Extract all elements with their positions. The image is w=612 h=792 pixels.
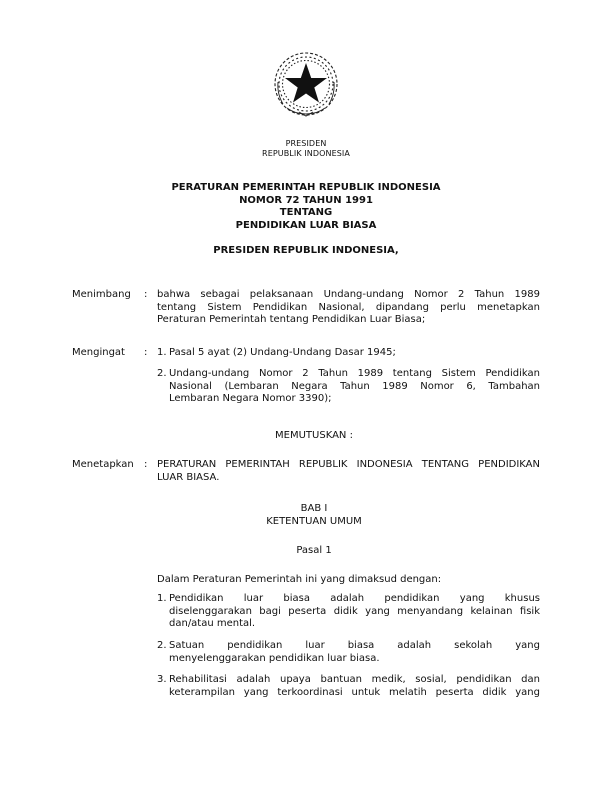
pasal-intro bbox=[157, 574, 540, 587]
mengingat-label: Mengingat bbox=[72, 347, 125, 358]
item-number: 1. bbox=[157, 593, 167, 604]
mengingat-item-1 bbox=[157, 347, 540, 360]
bab-title: KETENTUAN UMUM bbox=[266, 515, 362, 527]
text-line: Pasal 5 ayat (2) Undang-Undang Dasar 1945; bbox=[169, 347, 396, 358]
text-line: tentang Sistem Pendidikan Nasional, dipandang perlu menetapkan bbox=[157, 301, 540, 313]
menetapkan-colon: : bbox=[144, 459, 148, 470]
text-line: Nasional (Lembaran Negara Tahun 1989 Nomor 6, Tambahan bbox=[169, 380, 540, 392]
text-line: diselenggarakan bagi peserta didik yang menyandang kelainan fisik bbox=[169, 605, 540, 617]
text-line: Pendidikan luar biasa adalah pendidikan yang khusus bbox=[169, 593, 540, 604]
text-line: PERATURAN PEMERINTAH REPUBLIK INDONESIA TENTANG PENDIDIKAN bbox=[157, 459, 540, 470]
title-line-3: TENTANG bbox=[279, 207, 333, 218]
text-line: dan/atau mental. bbox=[169, 618, 256, 629]
text-line: bahwa sebagai pelaksanaan Undang-undang Nomor 2 Tahun 1989 bbox=[157, 289, 540, 300]
menetapkan-text bbox=[157, 459, 540, 484]
menimbang-colon: : bbox=[144, 289, 148, 300]
text-line: Dalam Peraturan Pemerintah ini yang dimaksud dengan: bbox=[157, 574, 442, 585]
text-line: Rehabilitasi adalah upaya bantuan medik, sosial, pendidikan dan bbox=[169, 674, 540, 685]
menetapkan-label: Menetapkan bbox=[72, 459, 134, 470]
item-number: 3. bbox=[157, 674, 167, 685]
presidential-emblem-icon bbox=[269, 46, 343, 132]
text-line: menyelenggarakan pendidikan luar biasa. bbox=[169, 652, 380, 664]
header-republik: REPUBLIK INDONESIA bbox=[262, 149, 350, 158]
memutuskan-heading: MEMUTUSKAN : bbox=[275, 430, 353, 441]
definition-item-2 bbox=[157, 640, 540, 665]
text-line: LUAR BIASA. bbox=[157, 471, 220, 483]
definition-item-1 bbox=[157, 593, 540, 631]
text-line: Lembaran Negara Nomor 3390); bbox=[169, 393, 332, 404]
menimbang-text bbox=[157, 289, 540, 327]
title-line-4: PENDIDIKAN LUAR BIASA bbox=[235, 219, 377, 231]
item-number: 2. bbox=[157, 640, 167, 651]
mengingat-colon: : bbox=[144, 347, 148, 358]
title-line-2: NOMOR 72 TAHUN 1991 bbox=[239, 194, 373, 206]
definition-item-3 bbox=[157, 674, 540, 699]
pasal-heading: Pasal 1 bbox=[296, 545, 332, 556]
text-line: Peraturan Pemerintah tentang Pendidikan Luar Biasa; bbox=[157, 314, 426, 325]
item-number: 2. bbox=[157, 368, 167, 379]
text-line: keterampilan yang terkoordinasi untuk melatih peserta didik yang bbox=[169, 686, 540, 698]
menimbang-label: Menimbang bbox=[72, 289, 131, 300]
text-line: Undang-undang Nomor 2 Tahun 1989 tentang Sistem Pendidikan bbox=[169, 368, 540, 379]
header-presiden: PRESIDEN bbox=[285, 139, 327, 148]
president-line: PRESIDEN REPUBLIK INDONESIA, bbox=[213, 245, 399, 256]
mengingat-item-2 bbox=[157, 368, 540, 406]
title-line-1: PERATURAN PEMERINTAH REPUBLIK INDONESIA bbox=[171, 182, 441, 193]
bab-number: BAB I bbox=[300, 503, 328, 514]
item-number: 1. bbox=[157, 347, 167, 358]
text-line: Satuan pendidikan luar biasa adalah sekolah yang bbox=[169, 640, 540, 651]
